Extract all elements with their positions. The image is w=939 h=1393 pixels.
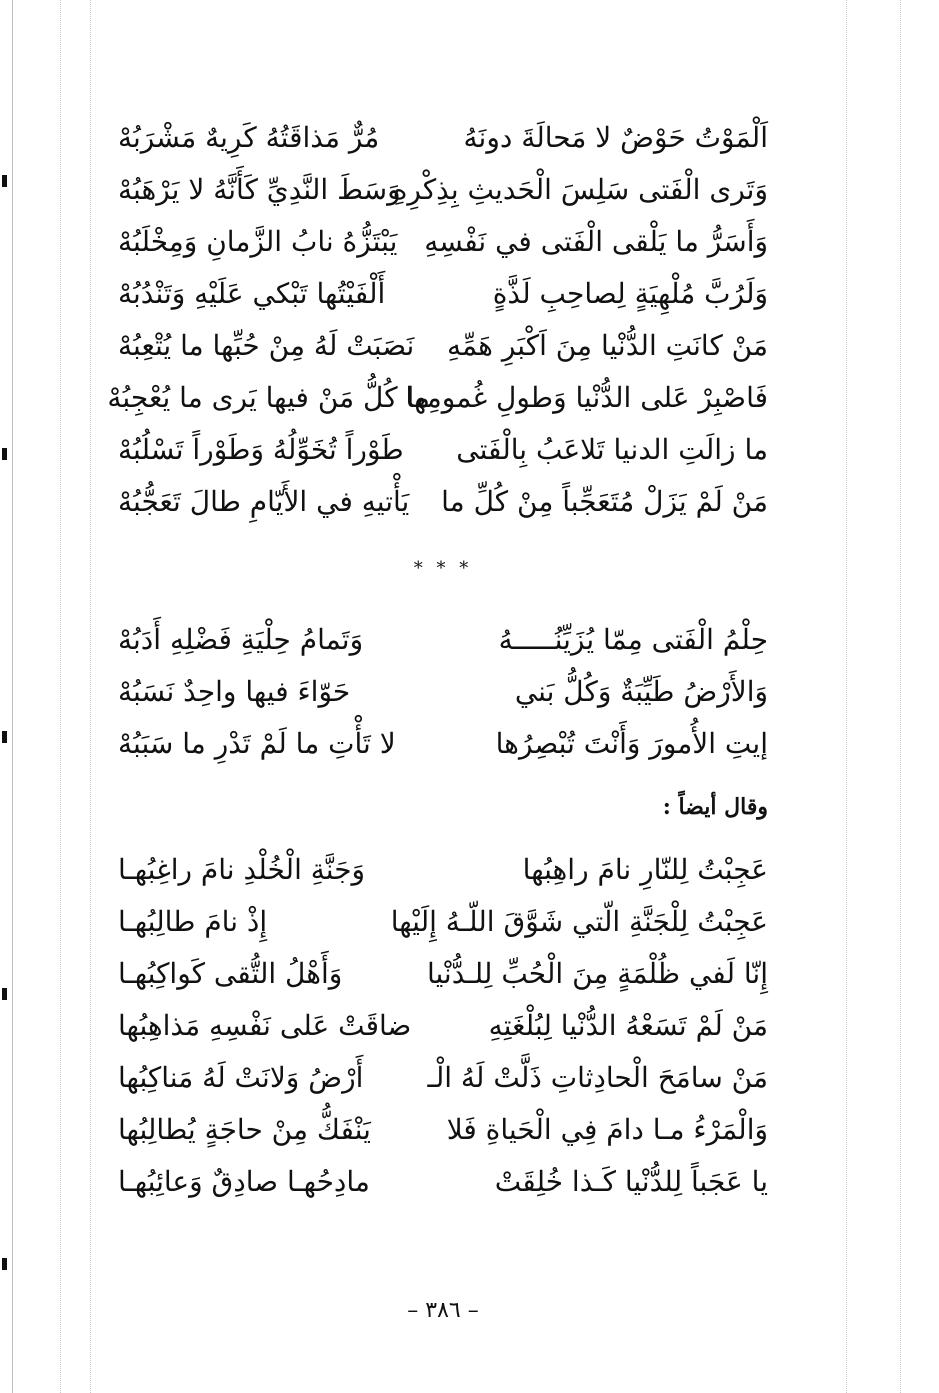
poem-stanza-2 [118,614,768,770]
verse-line [118,1104,768,1156]
verse-first-hemistich: مَنْ كانَتِ الدُّنْيا مِنَ اَكْبَرِ هَمِّهِ [446,329,768,362]
scan-edge-mark [2,175,7,187]
section-separator: * * * [413,558,473,579]
poem-stanza-3 [118,844,768,1208]
scan-edge-mark [2,731,7,743]
verse-line [118,666,768,718]
margin-dotted-line [846,0,847,1393]
scan-edge-mark [2,448,7,460]
verse-first-hemistich: عَجِبْتُ لِلْجَنَّةِ الّتي شَوَّقَ اللّـهُ إِلَيْها [390,905,768,938]
verse-second-hemistich: يَأْتيهِ في الأَيّامِ طالَ تَعَجُّبُهْ [118,485,410,518]
binding-edge-line [12,0,13,1393]
verse-second-hemistich: يَنْفَكُّ مِنْ حاجَةٍ يُطالِبُها [118,1113,371,1146]
margin-dotted-line [60,0,61,1393]
verse-second-hemistich: طَوْراً تُخَوِّلُهُ وَطَوْراً تَسْلُبُهْ [118,433,404,466]
verse-line [118,424,768,476]
verse-first-hemistich: وَلَرُبَّ مُلْهِيَةٍ لِصاحِبِ لَذَّةٍ [492,277,768,310]
verse-line [107,372,768,424]
verse-line [118,268,768,320]
section-heading: وقال أيضاً : [662,794,768,820]
verse-line [118,216,768,268]
verse-second-hemistich: نَصَبَتْ لَهُ مِنْ حُبِّها ما يُتْعِبُهْ [118,329,415,362]
verse-second-hemistich: إِذْ نامَ طالِبُهـا [118,905,268,938]
verse-line [118,1000,768,1052]
verse-first-hemistich: وَالأَرْضُ طَيِّبَةٌ وَكُلُّ بَني [514,675,768,708]
verse-first-hemistich: ما زالَتِ الدنيا تَلاعَبُ بِالْفَتى [456,433,768,466]
verse-first-hemistich: يا عَجَباً لِلدُّنْيا كَـذا خُلِقَتْ [494,1165,768,1198]
page-number: – ٣٨٦ – [407,1298,479,1323]
verse-first-hemistich: مَنْ لَمْ تَسَعْهُ الدُّنْيا لِبُلْغَتِهِ [488,1009,768,1042]
verse-line [118,614,768,666]
margin-dotted-line [90,0,91,1393]
verse-line [118,112,768,164]
verse-line [118,1052,768,1104]
verse-second-hemistich: وَجَنَّةِ الْخُلْدِ نامَ راغِبُهـا [118,853,366,886]
verse-first-hemistich: مَنْ سامَحَ الْحادِثاتِ ذَلَّتْ لَهُ الْـ [427,1061,768,1094]
verse-second-hemistich: يَبْتَزُّهُ نابُ الزَّمانِ وَمِخْلَبُهْ [118,225,398,258]
verse-line [118,948,768,1000]
verse-second-hemistich: وَأَهْلُ التُّقى كَواكِبُهـا [118,957,343,990]
verse-second-hemistich: وَسَطَ النَّدِيِّ كَأَنَّهُ لا يَرْهَبُهْ [118,173,401,206]
verse-second-hemistich: وَتَمامُ حِلْيَةِ فَضْلِهِ أَدَبُهْ [118,623,364,656]
verse-first-hemistich: وَالْمَرْءُ مـا دامَ فِي الْحَياةِ فَلا [446,1113,768,1146]
verse-first-hemistich: وَتَرى الْفَتى سَلِسَ الْحَديثِ بِذِكْرِهِ [392,173,768,206]
verse-second-hemistich: لا تَأْتِ ما لَمْ تَدْرِ ما سَبَبُهْ [118,727,396,760]
verse-second-hemistich: أَرْضُ وَلانَتْ لَهُ مَناكِبُها [118,1061,364,1094]
verse-first-hemistich: إيتِ الأُمورَ وَأَنْتَ تُبْصِرُها [495,727,768,760]
verse-first-hemistich: حِلْمُ الْفَتى مِمّا يُزَيِّنُـــــهُ [498,623,768,656]
margin-dotted-line [900,0,901,1393]
book-page [107,100,768,1360]
scan-edge-mark [2,988,7,1000]
verse-second-hemistich: ضاقَتْ عَلى نَفْسِهِ مَذاهِبُها [118,1009,412,1042]
verse-first-hemistich: اَلْمَوْتُ حَوْضٌ لا مَحالَةَ دونَهُ [463,121,768,154]
verse-line [118,844,768,896]
scan-edge-mark [2,1258,7,1270]
verse-first-hemistich: فَاصْبِرْ عَلى الدُّنْيا وَطولِ غُمومِها [405,381,768,414]
verse-first-hemistich: عَجِبْتُ لِلنّارِ نامَ راهِبُها [522,853,768,886]
verse-line [118,896,768,948]
verse-line [118,476,768,528]
verse-line [118,1156,768,1208]
verse-second-hemistich: مادِحُهـا صادِقٌ وَعائِبُهـا [118,1165,370,1198]
verse-second-hemistich: ما كُلُّ مَنْ فيها يَرى ما يُعْجِبُهْ [107,381,430,414]
verse-second-hemistich: أَلْفَيْتُها تَبْكي عَلَيْهِ وَتَنْدُبُهْ [118,277,386,310]
verse-first-hemistich: إِنّا لَفي ظُلْمَةٍ مِنَ الْحُبِّ لِلـدُّنْيا [426,957,768,990]
verse-second-hemistich: مُرٌّ مَذاقَتُهُ كَرِيهٌ مَشْرَبُهْ [118,121,380,154]
verse-first-hemistich: وَأَسَرُّ ما يَلْقى الْفَتى في نَفْسِهِ [424,225,768,258]
verse-line [118,320,768,372]
poem-stanza-1 [107,112,768,528]
verse-first-hemistich: مَنْ لَمْ يَزَلْ مُتَعَجِّباً مِنْ كُلِّ ما [441,485,768,518]
verse-line [118,164,768,216]
verse-second-hemistich: حَوّاءَ فيها واحِدٌ نَسَبُهْ [118,675,351,708]
verse-line [118,718,768,770]
